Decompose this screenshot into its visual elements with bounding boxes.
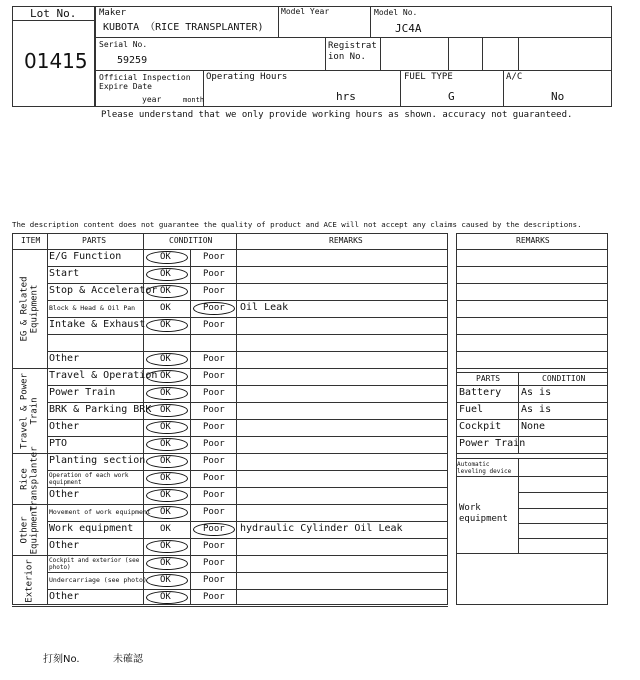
poor-option: Poor [203,286,225,296]
right-part-label: Cockpit [459,421,502,432]
ok-circle-mark [146,251,188,264]
right-part-label: Fuel [459,404,484,415]
part-label: Planting section [49,455,146,466]
ok-circle-mark [146,268,188,281]
ok-option: OK [160,524,171,534]
poor-option: Poor [203,456,225,466]
hours-unit: hrs [336,90,356,103]
model-no-value: JC4A [395,22,422,35]
registration-label: Registrat ion No. [328,41,377,62]
ok-circle-mark [146,421,188,434]
ok-circle-mark [146,506,188,519]
ok-option: OK [160,405,171,415]
right-parts-header: PARTS [476,374,501,383]
poor-option: Poor [203,541,225,551]
ok-circle-mark [146,319,188,332]
part-label: Other [49,421,80,432]
ok-circle-mark [146,404,188,417]
poor-option: Poor [203,269,225,279]
fuel-type-value: G [448,90,455,103]
poor-option: Poor [203,303,225,313]
ok-option: OK [160,286,171,296]
item-group-label: Rice Transplanter [19,445,40,512]
ok-option: OK [160,473,171,483]
poor-option: Poor [203,473,225,483]
part-label: Work equipment [49,523,134,534]
poor-option: Poor [203,592,225,602]
maker-value: KUBOTA （RICE TRANSPLANTER) [103,22,264,33]
stamp-value: 未確認 [113,654,143,665]
ok-circle-mark [146,472,188,485]
serial-value: 59259 [117,55,148,66]
col-condition-header: CONDITION [169,236,213,245]
col-item-header: ITEM [21,236,41,245]
ok-circle-mark [146,285,188,298]
ok-option: OK [160,575,171,585]
poor-option: Poor [203,439,225,449]
poor-option: Poor [203,252,225,262]
ok-circle-mark [146,387,188,400]
ok-option: OK [160,269,171,279]
stamp-label: 打刻No. [43,654,80,665]
part-label: PTO [49,438,68,449]
part-label: Start [49,268,80,279]
poor-option: Poor [203,558,225,568]
poor-option: Poor [203,371,225,381]
ok-option: OK [160,592,171,602]
poor-option: Poor [203,405,225,415]
maker-label: Maker [99,8,127,18]
ok-option: OK [160,490,171,500]
model-no-label: Model No. [374,8,418,17]
ok-option: OK [160,439,171,449]
ok-option: OK [160,456,171,466]
col-remarks-header: REMARKS [329,236,363,245]
inspection-label: Official Inspection Expire Date [99,73,191,91]
part-label: Undercarriage (see photo) [49,576,147,584]
right-condition-value: As is [521,404,552,415]
ok-circle-mark [146,353,188,366]
part-label: Other [49,540,80,551]
poor-circle-mark [193,302,235,315]
right-condition-header: CONDITION [542,374,586,383]
part-label: Other [49,489,80,500]
lot-no-label: Lot No. [30,7,77,20]
model-year-label: Model Year [281,7,330,16]
right-part-label: Power Train [459,438,526,449]
poor-option: Poor [203,422,225,432]
ok-option: OK [160,507,171,517]
item-group-label: Exterior [24,558,35,603]
right-condition-value: None [521,421,546,432]
poor-circle-mark [193,523,235,536]
remark-text: Oil Leak [240,302,289,313]
right-part-label: Battery [459,387,502,398]
serial-label: Serial No. [99,40,148,49]
lot-no-value: 01415 [24,49,88,73]
ok-circle-mark [146,591,188,604]
work-equipment-label: Work equipment [459,503,508,524]
item-group-label: EG & Related Equipment [19,275,40,342]
part-label: Power Train [49,387,116,398]
right-condition-value: As is [521,387,552,398]
part-label: Block & Head & Oil Pan [49,304,136,312]
ok-option: OK [160,541,171,551]
item-group-label: Other Equipment [19,505,40,554]
operating-hours-label: Operating Hours [206,72,288,82]
part-label: E/G Function [49,251,122,262]
col-parts-header: PARTS [82,236,107,245]
poor-option: Poor [203,354,225,364]
disclaimer: The description content does not guarantee the quality of product and ACE will not accept any claims caused by the descriptions. [12,220,582,229]
part-label: Operation of each work equipment [49,472,129,486]
remark-text: hydraulic Cylinder Oil Leak [240,523,403,534]
part-label: Other [49,591,80,602]
part-label: Intake & Exhaust [49,319,146,330]
part-label: Cockpit and exterior (see photo) [49,557,140,571]
ok-option: OK [160,320,171,330]
ok-option: OK [160,388,171,398]
ok-option: OK [160,252,171,262]
year-label: year [142,95,162,104]
item-group-label: Travel & Power Train [19,372,40,449]
poor-option: Poor [203,388,225,398]
ok-circle-mark [146,540,188,553]
part-label: Movement of work equipment [49,508,151,516]
right-remarks-header: REMARKS [516,236,550,245]
ok-circle-mark [146,557,188,570]
part-label: Other [49,353,80,364]
ok-circle-mark [146,455,188,468]
part-label: BRK & Parking BRK [49,404,152,415]
poor-option: Poor [203,320,225,330]
ok-option: OK [160,371,171,381]
ok-option: OK [160,354,171,364]
ok-circle-mark [146,370,188,383]
poor-option: Poor [203,490,225,500]
month-label: month [183,96,205,104]
part-label: Stop & Accelerator [49,285,158,296]
fuel-type-label: FUEL TYPE [404,72,453,82]
ok-circle-mark [146,574,188,587]
hours-note: Please understand that we only provide working hours as shown. accuracy not guaranteed. [101,110,573,120]
ok-circle-mark [146,438,188,451]
ac-label: A/C [506,72,523,82]
ok-option: OK [160,303,171,313]
ok-option: OK [160,422,171,432]
ac-value: No [551,90,565,103]
poor-option: Poor [203,575,225,585]
auto-leveling-label: Automatic leveling device [457,461,512,475]
ok-option: OK [160,558,171,568]
part-label: Travel & Operation [49,370,158,381]
poor-option: Poor [203,524,225,534]
ok-circle-mark [146,489,188,502]
poor-option: Poor [203,507,225,517]
